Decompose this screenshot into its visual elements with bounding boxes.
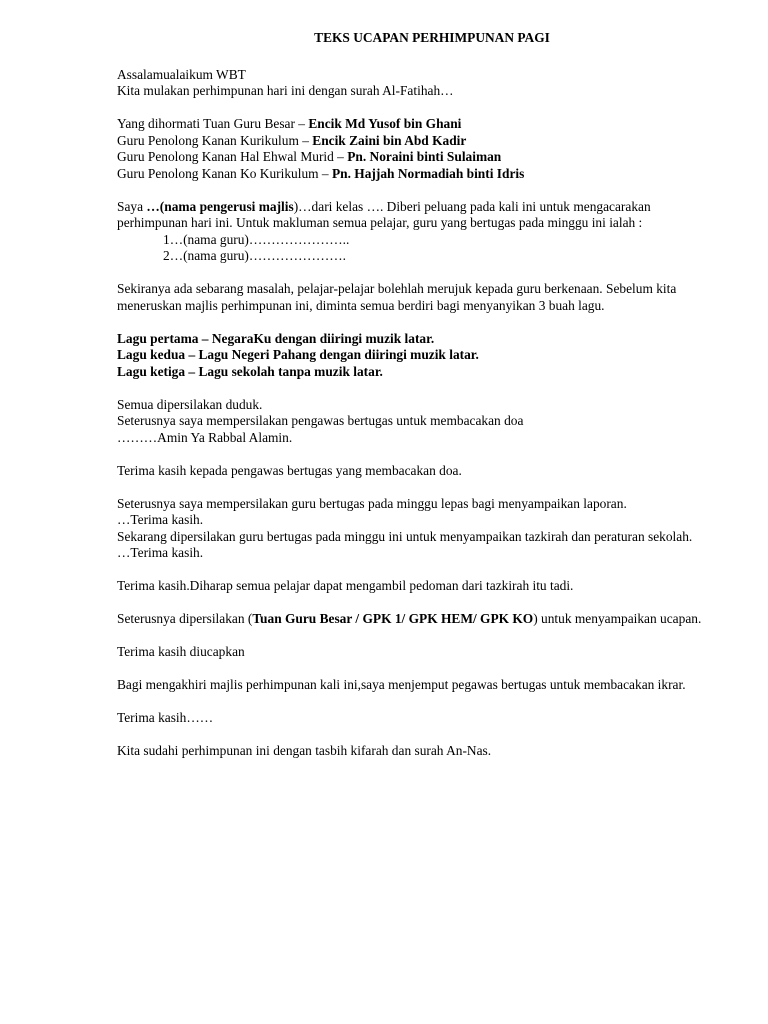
salutation-cocurriculum: Guru Penolong Kanan Ko Kurikulum – Pn. Hajjah Normadiah binti Idris: [117, 165, 525, 181]
duty-teacher-2: 2…(nama guru)………………….: [163, 248, 346, 263]
thanks-final-line: Terima kasih……: [117, 710, 214, 725]
problem-note: Sekiranya ada sebarang masalah, pelajar-pelajar bolehlah merujuk kepada guru berkenaan. Sebelum kita meneruskan majlis perhimpunan ini, diminta semua berdiri bagi menyanyikan 3 buah lagu.: [117, 281, 677, 313]
thanks-tazkirah-line: Terima kasih.Diharap semua pelajar dapat mengambil pedoman dari tazkirah itu tadi.: [117, 578, 574, 593]
duty-teacher-1: 1…(nama guru)…………………..: [163, 231, 350, 247]
document-page: [117, 30, 717, 760]
song-2: Lagu kedua – Lagu Negeri Pahang dengan diiringi muzik latar.: [117, 347, 479, 362]
emcee-intro: Saya …(nama pengerusi majlis)…dari kelas …. Diberi peluang pada kali ini untuk mengacarakan perhimpunan hari ini. Untuk makluman semua pelajar, guru yang bertugas pada minggu ini ialah :: [117, 198, 651, 230]
tazkirah-invite-line: Sekarang dipersilakan guru bertugas pada minggu ini untuk menyampaikan tazkirah dan peraturan sekolah.: [117, 528, 693, 544]
song-3: Lagu ketiga – Lagu sekolah tanpa muzik latar.: [117, 363, 383, 379]
speech-invite-line: Seterusnya dipersilakan (Tuan Guru Besar / GPK 1/ GPK HEM/ GPK KO) untuk menyampaikan ucapan.: [117, 611, 702, 626]
greeting-line: Assalamualaikum WBT: [117, 66, 246, 82]
opening-prayer-line: Kita mulakan perhimpunan hari ini dengan surah Al-Fatihah…: [117, 83, 454, 98]
salutation-headmaster: Yang dihormati Tuan Guru Besar – Encik Md Yusof bin Ghani: [117, 116, 462, 131]
prayer-amin-line: ………Amin Ya Rabbal Alamin.: [117, 429, 293, 445]
report-thanks-line: …Terima kasih.: [117, 512, 204, 527]
report-invite-line: Seterusnya saya mempersilakan guru bertugas pada minggu lepas bagi menyampaikan laporan.: [117, 495, 627, 511]
salutation-curriculum: Guru Penolong Kanan Kurikulum – Encik Zaini bin Abd Kadir: [117, 132, 467, 148]
salutation-student-affairs: Guru Penolong Kanan Hal Ehwal Murid – Pn. Noraini binti Sulaiman: [117, 149, 502, 164]
closing-line: Kita sudahi perhimpunan ini dengan tasbih kifarah dan surah An-Nas.: [117, 743, 492, 758]
thanks-speech-line: Terima kasih diucapkan: [117, 644, 245, 659]
pledge-invite-line: Bagi mengakhiri majlis perhimpunan kali ini,saya menjemput pegawas bertugas untuk membacakan ikrar.: [117, 677, 686, 692]
tazkirah-thanks-line: …Terima kasih.: [117, 545, 204, 560]
prayer-invite-line: Seterusnya saya mempersilakan pengawas bertugas untuk membacakan doa: [117, 413, 524, 428]
thanks-prayer-line: Terima kasih kepada pengawas bertugas yang membacakan doa.: [117, 462, 462, 478]
song-1: Lagu pertama – NegaraKu dengan diiringi muzik latar.: [117, 330, 435, 346]
document-title: TEKS UCAPAN PERHIMPUNAN PAGI: [314, 30, 550, 45]
sit-down-line: Semua dipersilakan duduk.: [117, 396, 263, 412]
